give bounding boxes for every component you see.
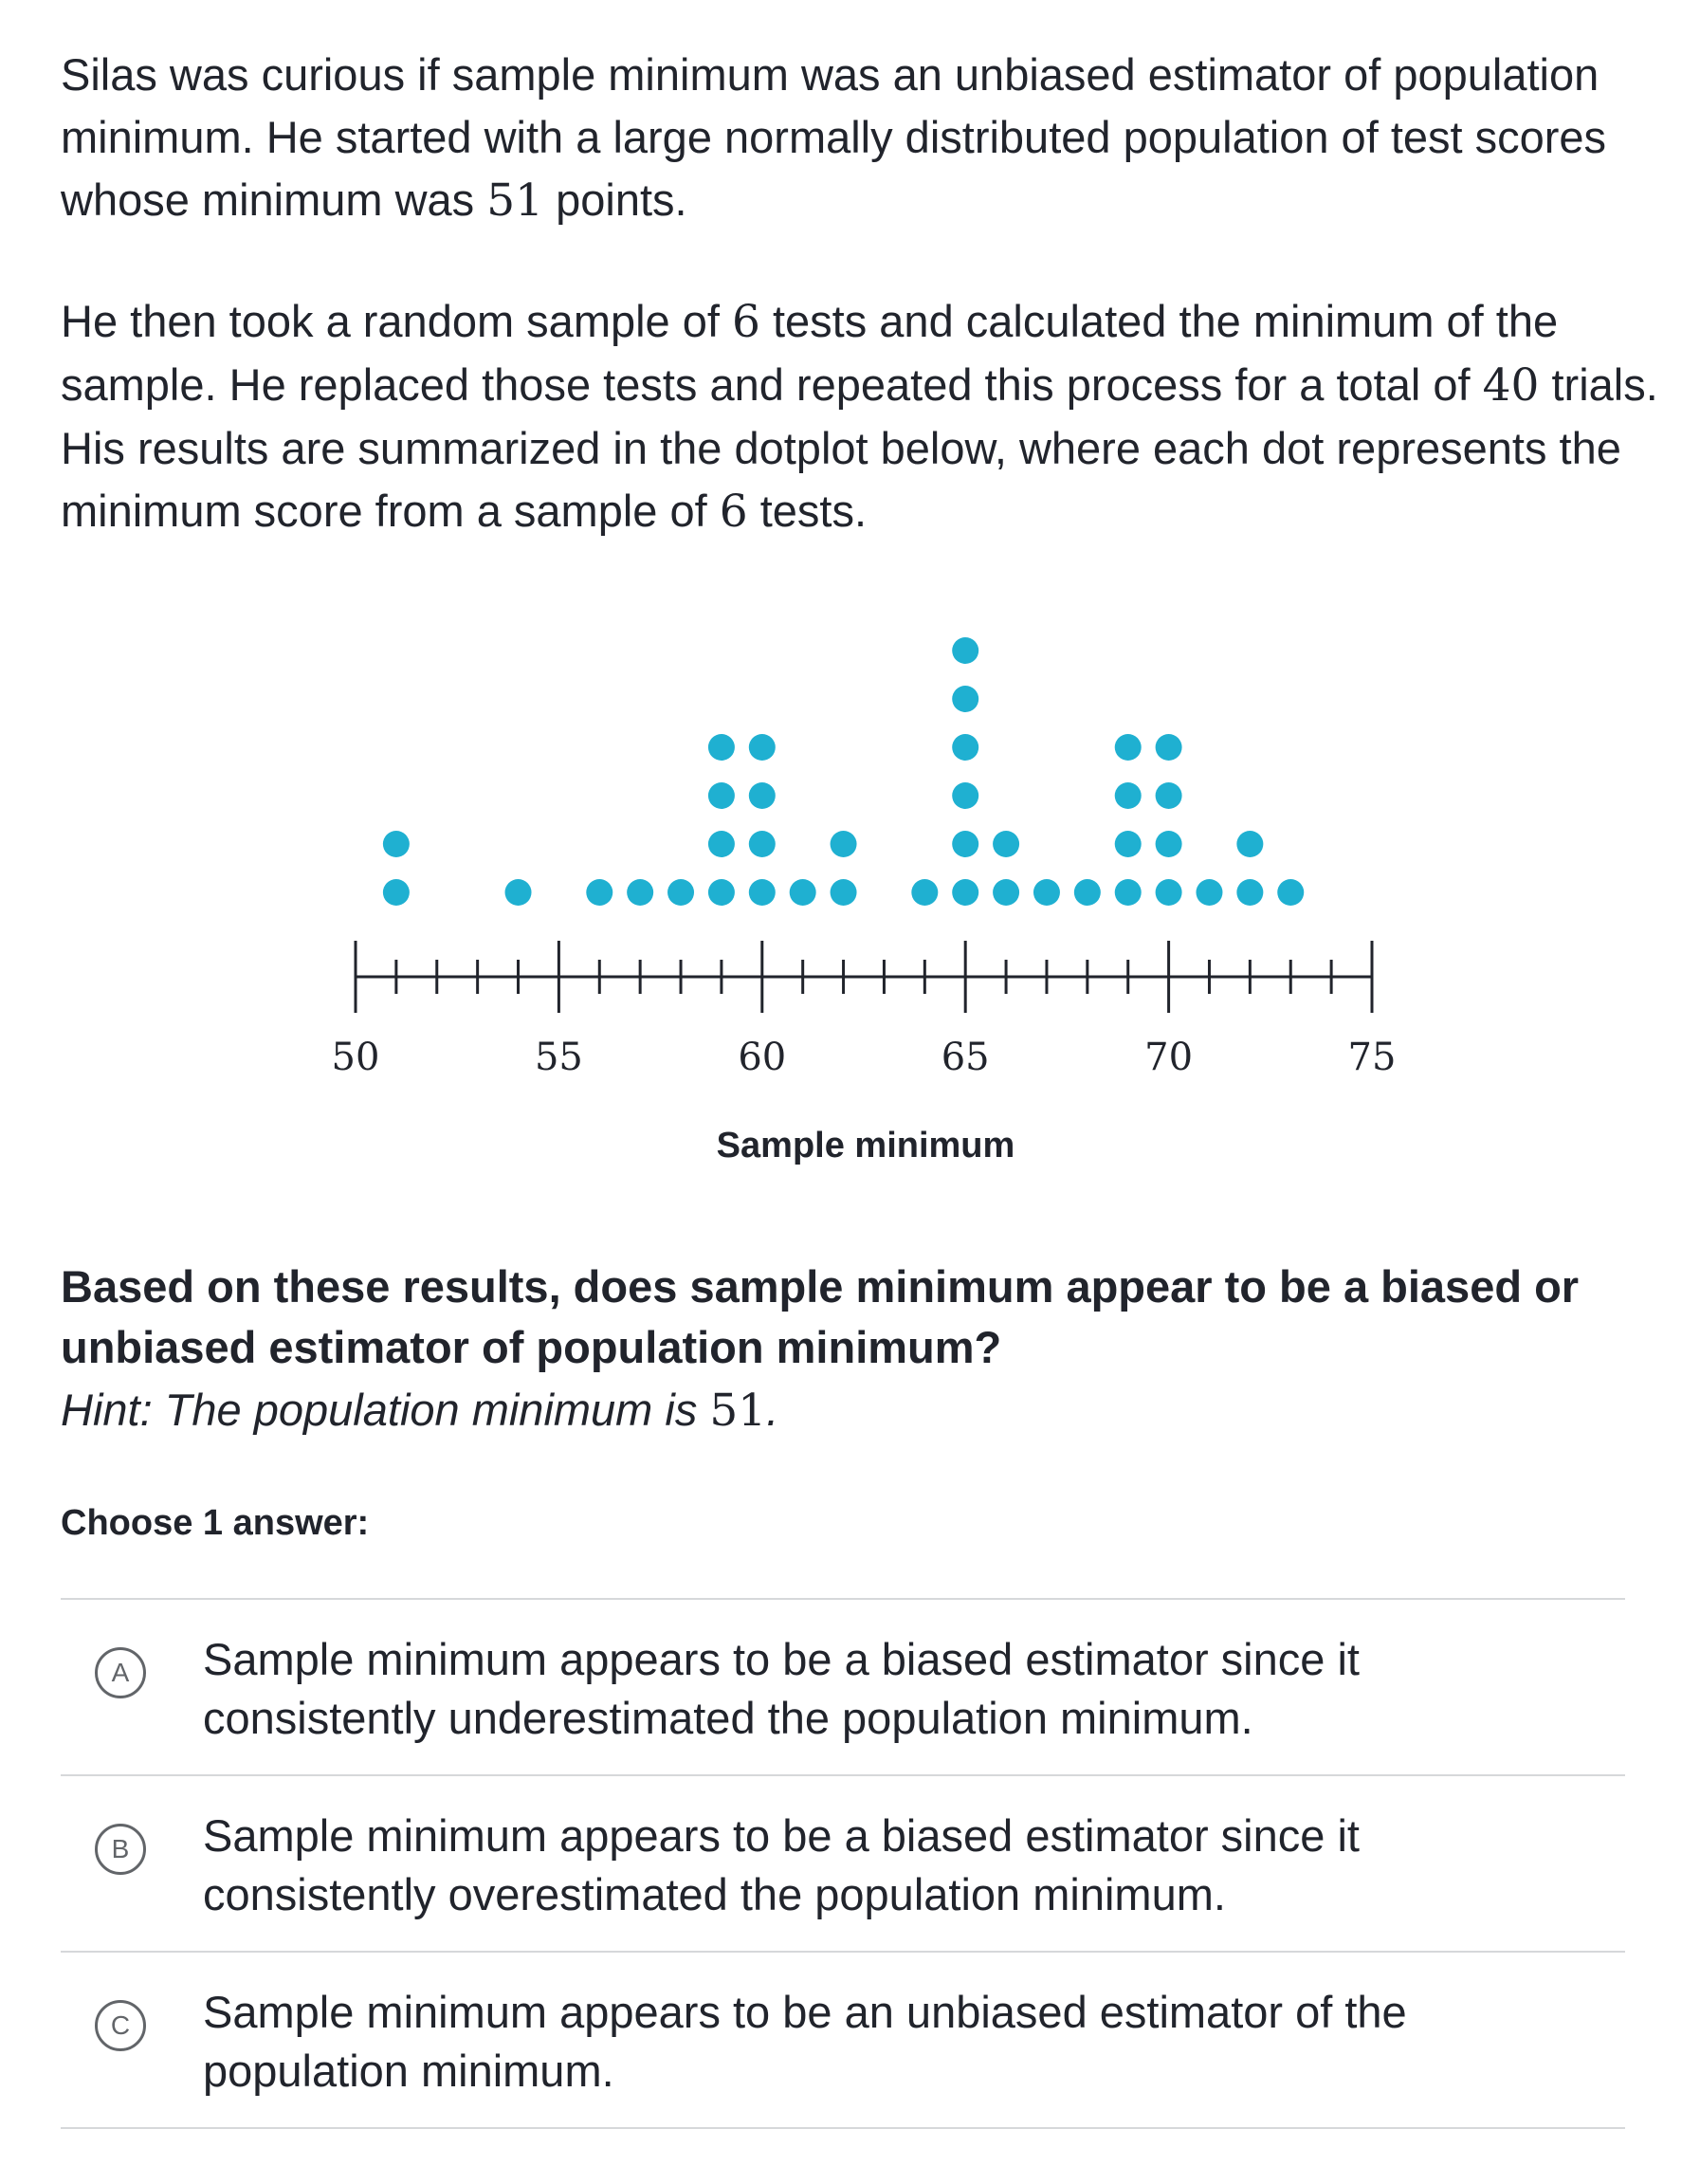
population-min-number: 51	[486, 174, 544, 227]
data-dot	[383, 879, 410, 906]
data-dot	[1115, 734, 1142, 761]
intro-text: points.	[543, 174, 687, 225]
data-dot	[1033, 879, 1060, 906]
data-dot	[952, 686, 978, 712]
sample-size-number: 6	[732, 296, 760, 348]
hint-number: 51	[709, 1385, 767, 1437]
data-dot	[831, 879, 857, 906]
data-dot	[1236, 831, 1263, 857]
data-dot	[1196, 879, 1222, 906]
data-dot	[831, 831, 857, 857]
data-dot	[708, 879, 735, 906]
divider	[61, 2127, 1625, 2129]
intro-text: tests.	[747, 486, 868, 536]
intro-paragraph-2	[61, 290, 1673, 543]
trials-number: 40	[1482, 359, 1540, 412]
choice-letter-circle: A	[95, 1647, 146, 1698]
hint-label: Hint: The population minimum is	[61, 1385, 710, 1435]
dots-layer	[383, 637, 1304, 906]
data-dot	[952, 637, 978, 664]
data-dot	[952, 831, 978, 857]
number-line-axis	[332, 941, 1397, 1079]
sample-size-number: 6	[719, 486, 748, 538]
data-dot	[1156, 879, 1182, 906]
choice-text: Sample minimum appears to be an unbiased estimator of the population minimum.	[203, 1987, 1407, 2096]
choice-c[interactable]	[61, 1953, 1625, 2127]
data-dot	[749, 782, 776, 809]
x-axis-label: Sample minimum	[716, 1126, 1015, 1165]
data-dot	[1156, 782, 1182, 809]
dotplot-chart	[0, 607, 1700, 1195]
data-dot	[993, 831, 1019, 857]
tick-label: 65	[941, 1036, 990, 1079]
data-dot	[1156, 734, 1182, 761]
hint-text	[61, 1380, 1673, 1441]
tick-label: 70	[1144, 1036, 1194, 1079]
data-dot	[708, 831, 735, 857]
data-dot	[790, 879, 816, 906]
tick-label: 50	[331, 1036, 380, 1079]
data-dot	[1074, 879, 1101, 906]
tick-label: 75	[1347, 1036, 1397, 1079]
data-dot	[708, 782, 735, 809]
choice-b[interactable]	[61, 1776, 1625, 1951]
data-dot	[952, 782, 978, 809]
data-dot	[1115, 831, 1142, 857]
data-dot	[749, 879, 776, 906]
choice-letter-circle: C	[95, 2000, 146, 2051]
data-dot	[667, 879, 694, 906]
data-dot	[952, 879, 978, 906]
choice-text: Sample minimum appears to be a biased estimator since it consistently underestimated the population minimum.	[203, 1634, 1360, 1743]
intro-text: Silas was curious if sample minimum was an unbiased estimator of population minimum. He started with a large normally distributed population of test scores whose minimum was	[61, 49, 1607, 225]
data-dot	[708, 734, 735, 761]
choice-letter-circle: B	[95, 1824, 146, 1875]
intro-paragraph-1	[61, 44, 1673, 232]
data-dot	[749, 734, 776, 761]
tick-label: 55	[534, 1036, 583, 1079]
question-text: Based on these results, does sample minimum appear to be a biased or unbiased estimator of population minimum?	[61, 1261, 1580, 1372]
choice-text: Sample minimum appears to be a biased estimator since it consistently overestimated the population minimum.	[203, 1810, 1360, 1919]
data-dot	[1156, 831, 1182, 857]
data-dot	[993, 879, 1019, 906]
choice-a[interactable]	[61, 1600, 1625, 1774]
data-dot	[383, 831, 410, 857]
data-dot	[749, 831, 776, 857]
intro-text: He then took a random sample of	[61, 296, 733, 346]
choose-label: Choose 1 answer:	[61, 1503, 370, 1543]
data-dot	[505, 879, 532, 906]
data-dot	[586, 879, 612, 906]
intro-text: tests and calculated the minimum of the sample. He replaced those tests and repeated this process for a total of	[61, 296, 1559, 410]
data-dot	[627, 879, 653, 906]
data-dot	[1277, 879, 1304, 906]
intro-text: trials. His results are summarized in the dotplot below, where each dot represents the minimum score from a sample of	[61, 359, 1658, 536]
data-dot	[911, 879, 938, 906]
hint-period: .	[766, 1385, 779, 1435]
tick-label: 60	[738, 1036, 787, 1079]
data-dot	[1115, 879, 1142, 906]
data-dot	[1236, 879, 1263, 906]
data-dot	[952, 734, 978, 761]
data-dot	[1115, 782, 1142, 809]
